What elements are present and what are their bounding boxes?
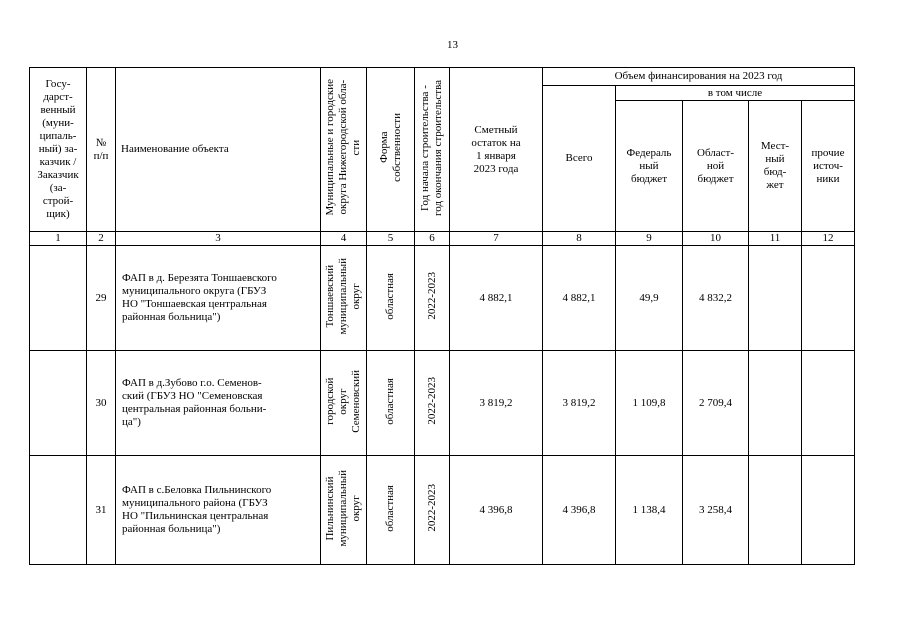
municipality-text: городской округ Семеновский bbox=[324, 369, 362, 433]
regional-cell: 4 832,2 bbox=[683, 246, 749, 351]
local-cell bbox=[749, 351, 802, 456]
header-municipality-cell bbox=[321, 68, 367, 232]
customer-cell bbox=[30, 456, 87, 565]
ownership-text: областная bbox=[384, 272, 396, 320]
estimated-balance-cell: 4 882,1 bbox=[450, 246, 543, 351]
header-regional: Област- ной бюджет bbox=[683, 101, 749, 232]
municipality-cell bbox=[321, 246, 367, 351]
regional-cell: 2 709,4 bbox=[683, 351, 749, 456]
regional-cell: 3 258,4 bbox=[683, 456, 749, 565]
municipality-cell bbox=[321, 351, 367, 456]
column-number: 1 bbox=[30, 232, 87, 246]
header-local: Мест- ный бюд- жет bbox=[749, 101, 802, 232]
other-cell bbox=[802, 246, 855, 351]
header-ownership-cell bbox=[367, 68, 415, 232]
federal-cell: 49,9 bbox=[616, 246, 683, 351]
table-row bbox=[30, 456, 855, 565]
column-number: 7 bbox=[450, 232, 543, 246]
header-total: Всего bbox=[543, 86, 616, 232]
header-including: в том числе bbox=[616, 86, 855, 101]
years-cell bbox=[415, 351, 450, 456]
column-number: 11 bbox=[749, 232, 802, 246]
row-number-cell: 30 bbox=[87, 351, 116, 456]
years-cell bbox=[415, 456, 450, 565]
customer-cell bbox=[30, 351, 87, 456]
page-number: 13 bbox=[447, 39, 458, 51]
local-cell bbox=[749, 246, 802, 351]
column-number: 8 bbox=[543, 232, 616, 246]
column-number-row bbox=[30, 232, 855, 246]
header-financing-group: Объем финансирования на 2023 год bbox=[543, 68, 855, 86]
column-number: 5 bbox=[367, 232, 415, 246]
row-number-cell: 31 bbox=[87, 456, 116, 565]
table-row bbox=[30, 246, 855, 351]
estimated-balance-cell: 4 396,8 bbox=[450, 456, 543, 565]
header-municipality: Муниципальные и городские округа Нижегородской обла- сти bbox=[324, 79, 362, 216]
federal-cell: 1 109,8 bbox=[616, 351, 683, 456]
table-row bbox=[30, 351, 855, 456]
row-number-cell: 29 bbox=[87, 246, 116, 351]
ownership-text: областная bbox=[384, 377, 396, 425]
header-federal: Федераль ный бюджет bbox=[616, 101, 683, 232]
column-number: 10 bbox=[683, 232, 749, 246]
years-cell bbox=[415, 246, 450, 351]
object-name-cell: ФАП в д. Березята Тоншаевского муниципального округа (ГБУЗ НО "Тоншаевская центральная районная больница") bbox=[116, 246, 321, 351]
column-number: 2 bbox=[87, 232, 116, 246]
municipality-text: Пильнинский муниципальный округ bbox=[324, 469, 362, 547]
header-customer: Госу- дарст- венный (муни- ципаль- ный) за- казчик / Заказчик (за- строй- щик) bbox=[30, 68, 87, 232]
years-text: 2022-2023 bbox=[425, 484, 438, 532]
header-years-cell bbox=[415, 68, 450, 232]
object-name-cell: ФАП в д.Зубово г.о. Семенов- ский (ГБУЗ НО "Семеновская центральная районная больни- ца") bbox=[116, 351, 321, 456]
object-name-cell: ФАП в с.Беловка Пильнинского муниципального района (ГБУЗ НО "Пильнинская центральная районная больница") bbox=[116, 456, 321, 565]
column-number: 4 bbox=[321, 232, 367, 246]
header-other: прочие источ- ники bbox=[802, 101, 855, 232]
ownership-text: областная bbox=[384, 484, 396, 532]
local-cell bbox=[749, 456, 802, 565]
column-number: 6 bbox=[415, 232, 450, 246]
total-cell: 4 882,1 bbox=[543, 246, 616, 351]
header-years: Год начала строительства - год окончания строительства bbox=[419, 79, 444, 216]
municipality-cell bbox=[321, 456, 367, 565]
municipality-text: Тоншаевский муниципальный округ bbox=[324, 257, 362, 335]
other-cell bbox=[802, 456, 855, 565]
years-text: 2022-2023 bbox=[425, 272, 438, 320]
federal-cell: 1 138,4 bbox=[616, 456, 683, 565]
customer-cell bbox=[30, 246, 87, 351]
estimated-balance-cell: 3 819,2 bbox=[450, 351, 543, 456]
header-row-number: № п/п bbox=[87, 68, 116, 232]
column-number: 3 bbox=[116, 232, 321, 246]
header-object-name: Наименование объекта bbox=[116, 68, 321, 232]
header-ownership: Форма собственности bbox=[377, 113, 403, 182]
ownership-cell bbox=[367, 351, 415, 456]
total-cell: 4 396,8 bbox=[543, 456, 616, 565]
ownership-cell bbox=[367, 246, 415, 351]
ownership-cell bbox=[367, 456, 415, 565]
total-cell: 3 819,2 bbox=[543, 351, 616, 456]
column-number: 9 bbox=[616, 232, 683, 246]
financing-table bbox=[29, 67, 855, 565]
other-cell bbox=[802, 351, 855, 456]
years-text: 2022-2023 bbox=[425, 377, 438, 425]
column-number: 12 bbox=[802, 232, 855, 246]
header-estimated-balance: Сметный остаток на 1 января 2023 года bbox=[450, 68, 543, 232]
